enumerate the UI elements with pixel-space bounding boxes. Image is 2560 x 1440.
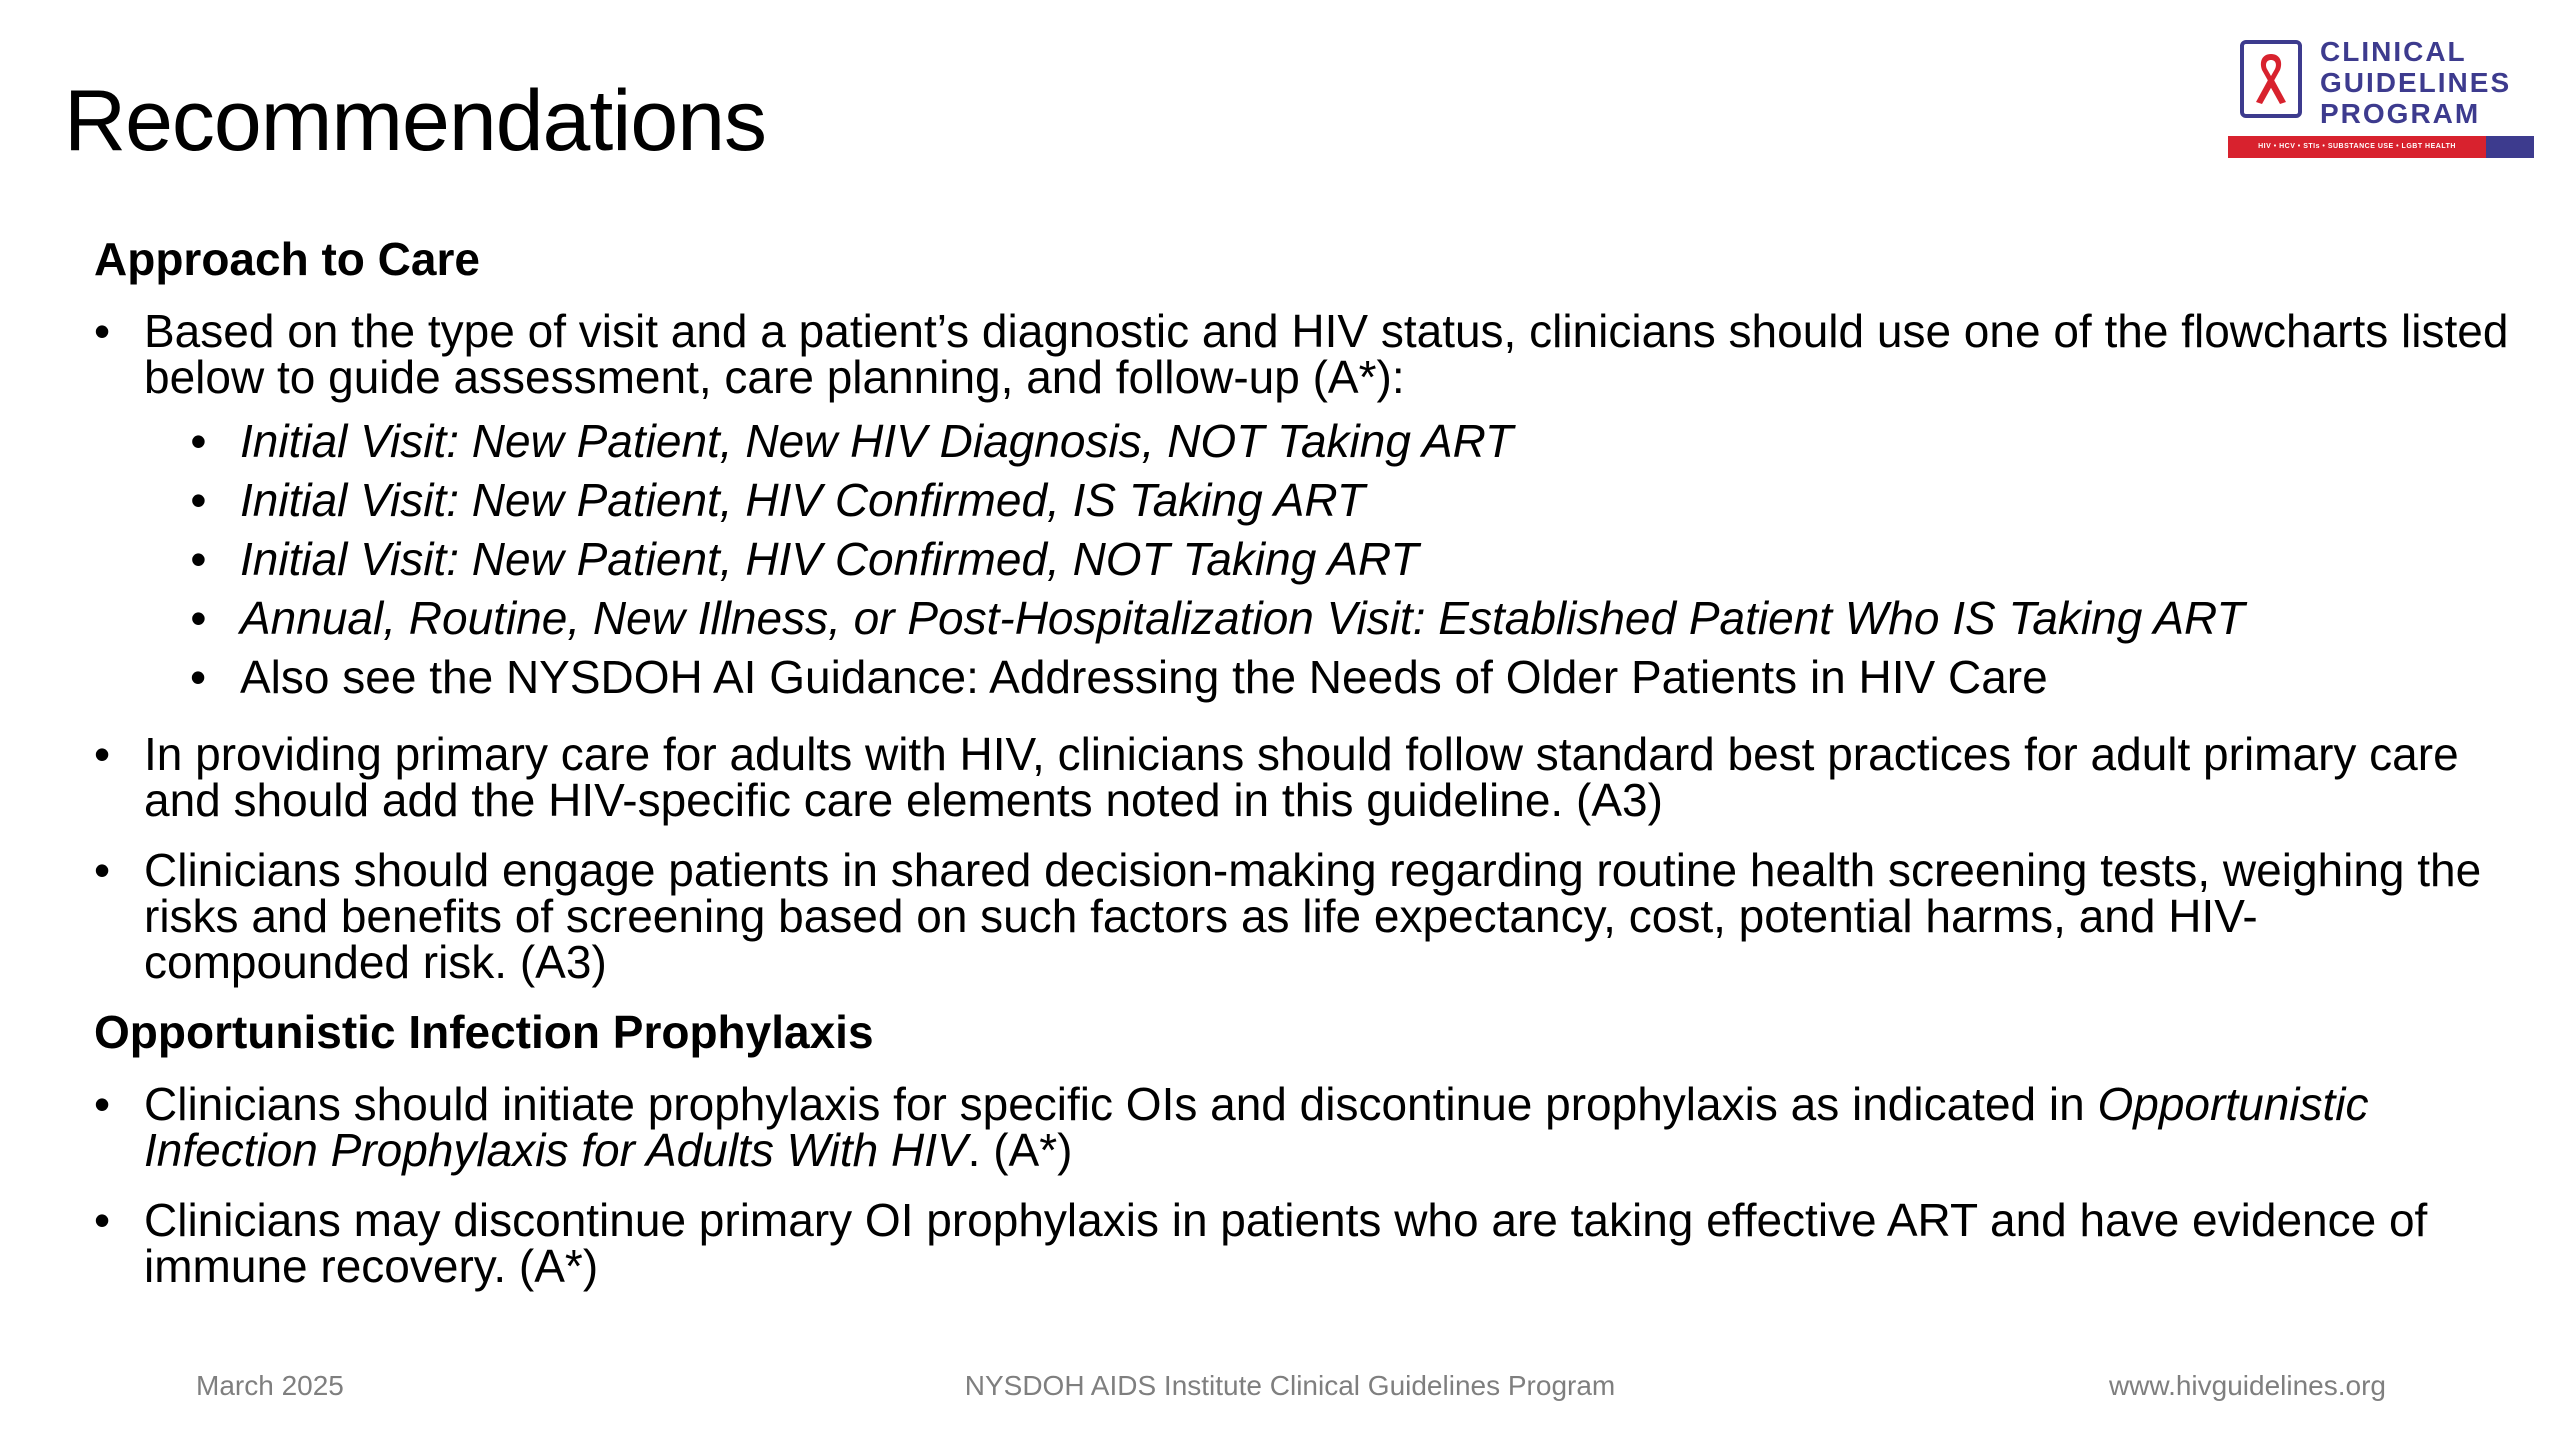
sub-list-item: • Initial Visit: New Patient, HIV Confirmed, IS Taking ART bbox=[144, 471, 2514, 530]
footer-date: March 2025 bbox=[196, 1370, 344, 1401]
footer-program: NYSDOH AIDS Institute Clinical Guidelines Program bbox=[964, 1370, 1616, 1401]
section-heading-approach-to-care: Approach to Care bbox=[94, 233, 480, 285]
oi-prophylaxis-list bbox=[94, 1078, 2514, 1292]
section-heading-oi-prophylaxis: Opportunistic Infection Prophylaxis bbox=[94, 1006, 874, 1058]
sub-list-item: • Initial Visit: New Patient, New HIV Diagnosis, NOT Taking ART bbox=[144, 412, 2514, 471]
guideline-reference: Opportunistic Infection Prophylaxis for Adults With HIV bbox=[144, 1078, 2369, 1176]
bullet-text-end: . (A*) bbox=[967, 1124, 1073, 1176]
flowchart-sublist bbox=[144, 412, 2514, 707]
logo-badge bbox=[2240, 40, 2302, 118]
bullet-text: Clinicians should initiate prophylaxis for specific OIs and discontinue prophylaxis as indicated in bbox=[144, 1078, 2098, 1130]
approach-to-care-list bbox=[94, 305, 2514, 988]
logo-tagline-strip bbox=[2228, 136, 2534, 158]
logo-tagline: HIV • HCV • STIs • SUBSTANCE USE • LGBT HEALTH bbox=[2228, 136, 2486, 158]
logo-strip-accent bbox=[2486, 136, 2534, 158]
footer-website: www.hivguidelines.org bbox=[2108, 1370, 2386, 1401]
awareness-ribbon-icon bbox=[2250, 50, 2292, 108]
logo-wordmark bbox=[2320, 36, 2511, 129]
sub-list-item: • Also see the NYSDOH AI Guidance: Addressing the Needs of Older Patients in HIV Care bbox=[144, 648, 2514, 707]
slide-content bbox=[94, 233, 2514, 1313]
sub-list-item: • Annual, Routine, New Illness, or Post-Hospitalization Visit: Established Patient Who IS Taking ART bbox=[144, 589, 2514, 648]
list-item bbox=[94, 1078, 2514, 1176]
clinical-guidelines-program-logo bbox=[2228, 36, 2540, 160]
sub-list-item: • Initial Visit: New Patient, HIV Confirmed, NOT Taking ART bbox=[144, 530, 2514, 589]
list-item bbox=[94, 305, 2514, 707]
slide-title: Recommendations bbox=[64, 73, 767, 169]
logo-line-3: PROGRAM bbox=[2320, 98, 2481, 129]
list-item: • In providing primary care for adults with HIV, clinicians should follow standard best practices for adult primary care and should add the HIV-specific care elements noted in this guideline. (A3) bbox=[94, 731, 2514, 823]
logo-line-1: CLINICAL bbox=[2320, 36, 2467, 67]
logo-line-2: GUIDELINES bbox=[2320, 67, 2512, 98]
list-item: • Clinicians should engage patients in shared decision-making regarding routine health screening tests, weighing the risks and benefits of screening based on such factors as life expectancy, cost, potential harms, and HIV-compounded risk. (A3) bbox=[94, 847, 2514, 985]
list-item: • Clinicians may discontinue primary OI prophylaxis in patients who are taking effective ART and have evidence of immune recovery. (A*) bbox=[94, 1197, 2514, 1289]
bullet-text: Based on the type of visit and a patient’s diagnostic and HIV status, clinicians should use one of the flowcharts listed below to guide assessment, care planning, and follow-up (A*): bbox=[144, 305, 2509, 403]
